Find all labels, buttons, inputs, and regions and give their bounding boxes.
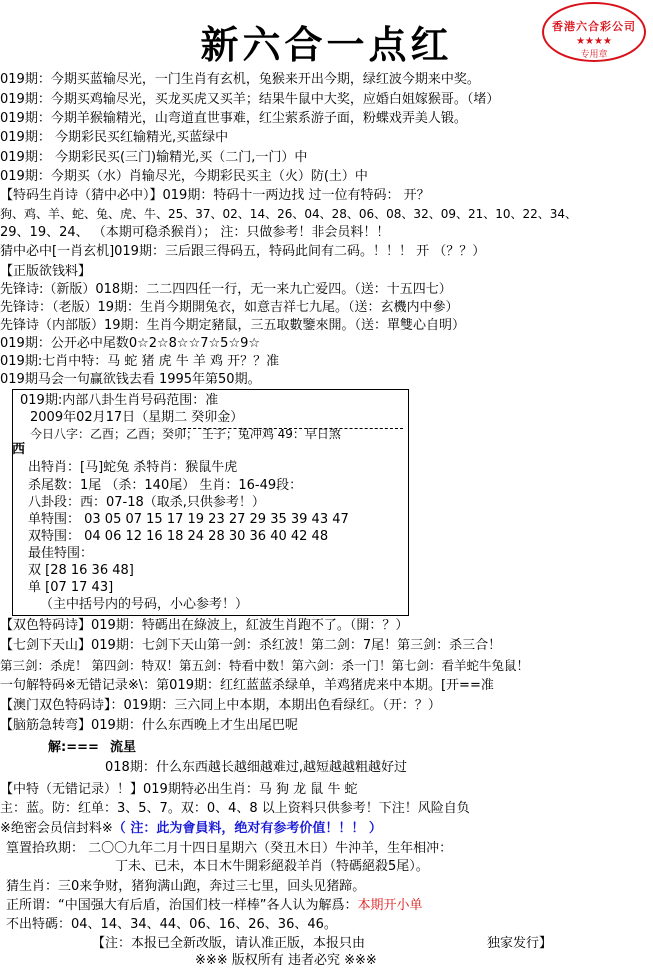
text-line: 一句解特码※无错记录※\：第019期：红红蓝蓝杀绿单，羊鸡猪虎来中本期。[开==准 [0, 678, 494, 693]
stamp-line2: 专用章 [580, 50, 608, 60]
text-line: 先锋诗（内部版）19期：生肖今期定豬鼠，三五取數鑒來開。（送：單雙心自明） [0, 318, 466, 333]
text-line: 先锋诗:（新版）018期：二二四四任一行，无一来九亡爱四。（送：十五四七） [0, 282, 452, 297]
box-line: 西 [12, 442, 26, 457]
secret-label [0, 820, 382, 837]
box-line: 单特围： 03 05 07 15 17 19 23 27 29 35 39 43 47 [28, 512, 349, 527]
text-line: 丁未、已未，本日木牛開彩絕殺羊肖（特碼絕殺5尾）。 [115, 859, 429, 874]
text-line: 【中特（无错记录）！】019期特必出生肖：马 狗 龙 鼠 牛 蛇 [0, 782, 358, 797]
secret-p4-highlight: 本期开小单 [357, 898, 423, 913]
page-title: 新六合一点红 [200, 22, 453, 67]
text-line: 【双色特码诗】019期：特碼出在綠波上，紅波生肖跑不了。（開：？） [0, 618, 409, 633]
text-line: 【脑筋急转弯】019期：什么东西晚上才生出尾巴呢 [0, 718, 298, 733]
footer-copyright: ※※※ 版权所有 违者必究 ※※※ [195, 953, 377, 968]
riddle-answer: 流星 [110, 740, 137, 755]
riddle-answer-label: 解:=== [48, 740, 99, 755]
text-line: 019期:七肖中特：马 蛇 猪 虎 牛 羊 鸡 开？？准 [0, 354, 280, 369]
text-line: 019期：今期羊猴输精光，山弯道直世事难，红尘萦系游子面，粉蝶戏弄美人锻。 [0, 111, 467, 126]
text-line: 019期：公开必中尾数0☆2☆8☆☆7☆5☆9☆ [0, 336, 261, 351]
text-line: 第三剑：杀虎！ 第四剑：特双！第五剑：特看中数！第六剑：杀一门！第七剑：看羊蛇牛兔鼠！ [0, 658, 529, 673]
box-line: 单 [07 17 43] [28, 580, 114, 595]
text-line: 【七剑下天山】019期：七剑下天山第一剑：杀红波！第二剑：7尾！第三剑：杀三合！ [0, 638, 502, 653]
box-line: 八卦段：西：07-18（取杀,只供参考！） [28, 495, 265, 510]
box-line: 双 [28 16 36 48] [28, 563, 134, 578]
stamp-stars: ★★★★ [576, 36, 612, 47]
box-line: 今日八字：乙酉；乙酉；癸卯； 壬子；兔冲鸡 49：早日煞 [30, 427, 341, 441]
text-line: 先锋诗：（老版）19期：生肖今期開兔衣，如意吉祥七九尾。（送：玄機内中參） [0, 300, 459, 315]
text-line: 【特码生肖诗（猜中必中）】019期：特码十一两边找 过一位有特码： 开？ [0, 188, 430, 203]
box-line: 019期:内部八卦生肖号码范围：准 [20, 393, 219, 408]
secret-label-text: ※绝密会员信封料※ [0, 821, 113, 836]
text-line: 019期马会一句赢欲钱去看 1995年第50期。 [0, 372, 261, 387]
text-line: 019期： 今期彩民买红输精光,买蓝绿中 [0, 130, 229, 145]
box-line: 2009年02月17日（星期二 癸卯金） [30, 410, 244, 425]
box-line: 出特肖：[马]蛇兔 杀特肖：猴鼠牛虎 [28, 460, 238, 475]
text-line: 019期：今期买（水）肖输尽光，今期彩民买主（火）防(土）中 [0, 169, 368, 184]
secret-note: （ 注：此为會員料，绝对有参考价值！！！ ） [112, 821, 382, 836]
box-line: （主中括号内的号码，小心参考！） [40, 597, 249, 612]
secret-p4: 正所谓：“中国强大有后盾，治国们枝一样棒”各人认为解爲： [6, 898, 358, 913]
box-line: 最佳特围： [28, 546, 94, 561]
text-line: 猜生肖：三0来争财，猪狗满山跑，奔过三七里，回头见猪蹄。 [6, 879, 366, 894]
text-line: 29、19、24、 （本期可稳杀猴肖）； 注：只做参考！非会员料！！ [0, 225, 390, 240]
text-line: 019期： 今期彩民买(三门)输精光,买（二门,一门）中 [0, 150, 308, 165]
text-line: 不出特碼：04、14、34、44、06、16、26、36、46。 [6, 917, 337, 932]
text-line: 【澳门双色特码诗】：019期：三六同上中本期，本期出色看绿红。（开：？） [0, 698, 441, 713]
text-line: 篁置拾玖期： 二〇〇九年二月十四日星期六（癸丑木日）牛沖羊，生年相冲： [6, 841, 453, 856]
text-line [6, 897, 423, 914]
text-line: 主：蓝。防：红单：3、5、7。双：0、4、8 以上资料只供参考！下注！风险自负 [0, 801, 470, 816]
seal-stamp [542, 2, 646, 62]
box-line: 杀尾数：1尾 （杀：140尾） 生肖：16-49段： [28, 478, 303, 493]
stamp-line1: 香港六合彩公司 [552, 20, 636, 33]
footer-note-end: 独家发行】 [487, 936, 553, 951]
text-line: 019期：今期买蓝输尽光，一门生肖有玄机，兔猴来开出今期，绿红波今期来中奖。 [0, 72, 480, 87]
text-line: 猜中必中[一肖玄机]019期：三后跟三得码五，特码此间有二码。！！！ 开 （？？） [0, 244, 486, 259]
riddle-018: 018期：什么东西越长越细越难过,越短越越粗越好过 [105, 760, 407, 775]
text-line: 019期：今期买鸡输尽光，买龙买虎又买羊；结果牛鼠中大奖，应婚白姐嫁猴哥。（堵） [0, 92, 500, 107]
text-line: 狗、鸡、羊、蛇、兔、虎、牛、25、37、02、14、26、04、28、06、08、32、09、21、10、22、34、 [0, 207, 578, 221]
footer-note: 【注：本报已全新改版，请认准正版，本报只由 [92, 936, 366, 951]
section-heading: 【正版欲钱料】 [0, 264, 92, 279]
box-line: 双特围： 04 06 12 16 18 24 28 30 36 40 42 48 [28, 529, 329, 544]
